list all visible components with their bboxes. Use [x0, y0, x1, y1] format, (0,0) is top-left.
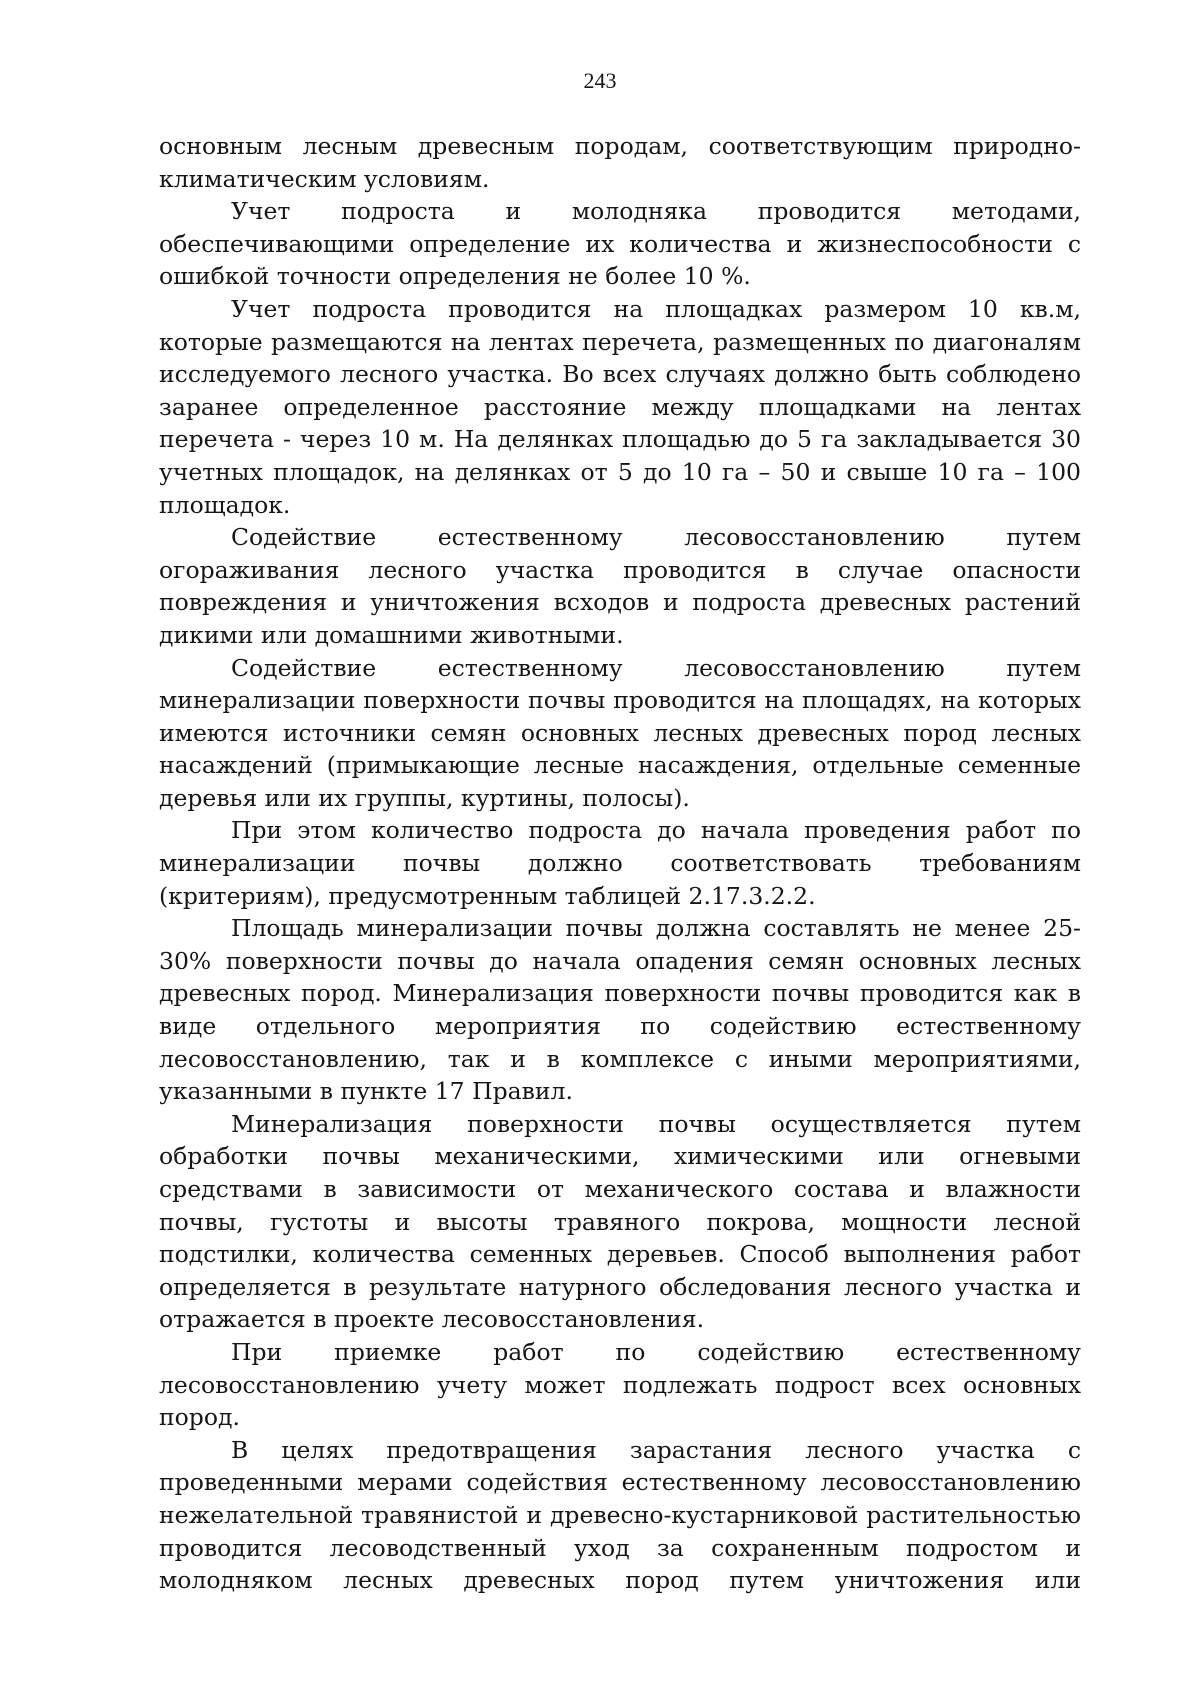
page-number: 243	[583, 68, 617, 93]
document-body	[159, 130, 1081, 1597]
paragraph: Площадь минерализации почвы должна составлять не менее 25-30% поверхности почвы до начала опадения семян основных лесных древесных пород. Минерализация поверхности почвы проводится как в виде отдельного мероприятия по содействию естественному лесовосстановлению, так и в комплексе с иными мероприятиями, указанными в пункте 17 Правил.	[159, 914, 1081, 1106]
paragraph: Учет подроста и молодняка проводится методами, обеспечивающими определение их количества и жизнеспособности с ошибкой точности определения не более 10 %.	[159, 197, 1081, 291]
paragraph-continuation: основным лесным древесным породам, соответствующим природно-климатическим условиям.	[159, 132, 1081, 193]
paragraph: При приемке работ по содействию естественному лесовосстановлению учету может подлежать подрост всех основных пород.	[159, 1337, 1081, 1432]
paragraph: Учет подроста проводится на площадках размером 10 кв.м, которые размещаются на лентах перечета, размещенных по диагоналям исследуемого лесного участка. Во всех случаях должно быть соблюдено заранее определенное расстояние между площадками на лентах перечета - через 10 м. На делянках площадью до 5 га закладывается 30 учетных площадок, на делянках от 5 до 10 га – 50 и свыше 10 га – 100 площадок.	[159, 294, 1081, 519]
paragraph: При этом количество подроста до начала проведения работ по минерализации почвы должно соответствовать требованиям (критериям), предусмотренным таблицей 2.17.3.2.2.	[159, 816, 1081, 910]
paragraph-continues-next-page: В целях предотвращения зарастания лесного участка с проведенными мерами содействия естественному лесовосстановлению нежелательной травянистой и древесно-кустарниковой растительностью проводится лесоводственный уход за сохраненным подростом и молодняком лесных древесных пород путем уничтожения или	[159, 1435, 1081, 1595]
paragraph: Минерализация поверхности почвы осуществляется путем обработки почвы механическими, химическими или огневыми средствами в зависимости от механического состава и влажности почвы, густоты и высоты травяного покрова, мощности лесной подстилки, количества семенных деревьев. Способ выполнения работ определяется в результате натурного обследования лесного участка и отражается в проекте лесовосстановления.	[159, 1109, 1081, 1334]
paragraph: Содействие естественному лесовосстановлению путем огораживания лесного участка проводится в случае опасности повреждения и уничтожения всходов и подроста древесных растений дикими или домашними животными.	[159, 523, 1081, 649]
paragraph: Содействие естественному лесовосстановлению путем минерализации поверхности почвы проводится на площадях, на которых имеются источники семян основных лесных древесных пород лесных насаждений (примыкающие лесные насаждения, отдельные семенные деревья или их группы, куртины, полосы).	[159, 653, 1081, 812]
